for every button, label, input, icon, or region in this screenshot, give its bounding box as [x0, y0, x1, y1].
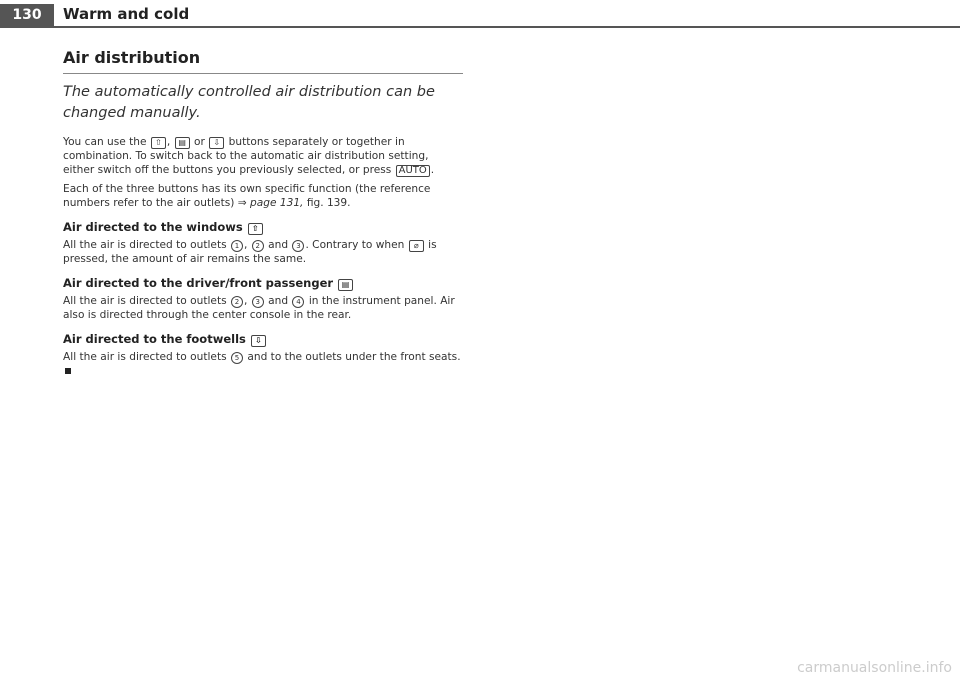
paragraph-windows — [63, 238, 463, 266]
defrost-button-icon: ⌀ — [409, 240, 424, 252]
page-reference: page 131, — [250, 197, 304, 209]
heading-text: Air directed to the driver/front passenger — [63, 276, 334, 290]
text: , — [166, 136, 171, 148]
text: and — [268, 239, 289, 251]
paragraph-buttons — [63, 135, 463, 177]
text: . Contrary to when — [305, 239, 405, 251]
heading-text: Air directed to the windows — [63, 220, 243, 234]
paragraph-footwells — [63, 350, 463, 378]
arrow-icon: ⇒ — [237, 197, 247, 209]
footwell-button-icon: ⇩ — [209, 137, 224, 149]
heading-text: Air directed to the footwells — [63, 332, 246, 346]
outlet-number: 3 — [252, 296, 264, 308]
vent-button-icon: ▤ — [338, 279, 353, 291]
running-head: Warm and cold — [63, 5, 190, 23]
text: , — [244, 239, 248, 251]
section-air-distribution — [63, 48, 463, 383]
outlet-number: 2 — [252, 240, 264, 252]
windshield-button-icon: ⇧ — [151, 137, 166, 149]
outlet-number: 4 — [292, 296, 304, 308]
heading-windows — [63, 220, 463, 235]
text: and to the outlets under the front seats. — [247, 351, 461, 363]
text: All the air is directed to outlets — [63, 295, 227, 307]
heading-driver — [63, 276, 463, 291]
text: Each of the three buttons has its own specific function (the reference numbers refer to the air outlets) — [63, 183, 431, 209]
text: and — [268, 295, 289, 307]
text: . — [430, 164, 435, 176]
section-intro: The automatically controlled air distribution can be changed manually. — [63, 84, 435, 121]
text: , — [244, 295, 248, 307]
footwell-button-icon: ⇩ — [251, 335, 266, 347]
paragraph-functions — [63, 182, 463, 210]
page-number: 130 — [0, 4, 54, 26]
text: is pressed, the amount of air remains the same. — [63, 239, 437, 265]
outlet-number: 1 — [231, 240, 243, 252]
text: or — [194, 136, 205, 148]
text: buttons separately or together in combination. To switch back to the automatic air distribution setting, either switch off the buttons you previously selected, or press — [63, 136, 429, 176]
header-rule — [0, 26, 960, 28]
auto-button: AUTO — [396, 165, 430, 177]
outlet-number: 5 — [231, 352, 243, 364]
vent-button-icon: ▤ — [175, 137, 190, 149]
section-title: Air distribution — [63, 48, 463, 74]
text: All the air is directed to outlets — [63, 239, 227, 251]
text: in the instrument panel. Air also is directed through the center console in the rear. — [63, 295, 455, 321]
outlet-number: 2 — [231, 296, 243, 308]
watermark: carmanualsonline.info — [797, 660, 952, 676]
text: All the air is directed to outlets — [63, 351, 227, 363]
windshield-button-icon: ⇧ — [248, 223, 263, 235]
page-header — [0, 0, 960, 30]
outlet-number: 3 — [292, 240, 304, 252]
paragraph-driver — [63, 294, 463, 322]
text: fig. 139. — [306, 197, 351, 209]
text: You can use the — [63, 136, 147, 148]
heading-footwells — [63, 332, 463, 347]
end-of-section-icon — [65, 368, 71, 374]
